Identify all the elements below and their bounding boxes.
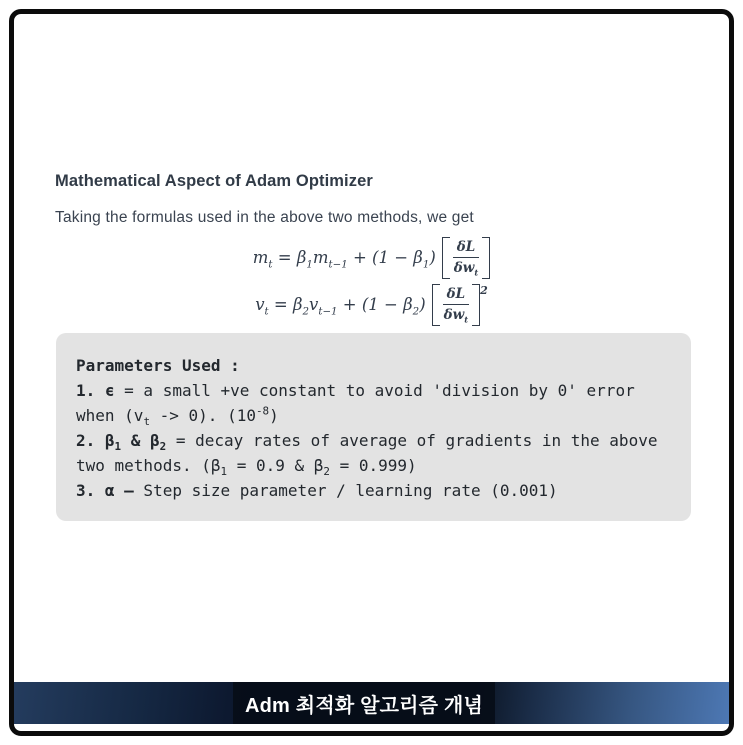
- parameter-line-epsilon-cont: when $(v_t -> 0)$. $(10^{-8})$: [76, 404, 279, 429]
- formula-vt: [255, 281, 488, 328]
- caption-title: Adm 최적화 알고리즘 개념: [245, 694, 483, 717]
- formula-mt: [253, 234, 491, 281]
- fraction-numerator: δL: [443, 286, 470, 305]
- fraction-denominator: $\delta w_t$: [443, 307, 469, 325]
- formula-vt-expression: $v_t = \beta_2v_{t-1} + (1 - \beta_2)$: [255, 295, 426, 318]
- formula-block: [0, 234, 743, 328]
- article-heading: Mathematical Aspect of Adam Optimizer: [55, 172, 373, 190]
- parameter-line-beta: 2. $\beta_1$ & $\beta_2$ = decay rates of average of gradients in the above: [76, 431, 658, 454]
- parameter-line-alpha: 3. α – Step size parameter / learning rate (0.001): [76, 481, 558, 500]
- bracket-right-icon: [472, 284, 480, 326]
- caption-title-box: [233, 682, 495, 724]
- bracket-right-icon: [482, 237, 490, 279]
- formula-mt-expression: $m_t = \beta_1m_{t-1} + (1 - \beta_1)$: [252, 248, 436, 271]
- fraction: [443, 286, 470, 323]
- formula-exponent: 2: [480, 284, 488, 297]
- caption-bar: [14, 682, 729, 724]
- parameter-line-epsilon: 1. ϵ = a small +ve constant to avoid 'division by 0' error: [76, 381, 635, 400]
- intro-text: Taking the formulas used in the above two methods, we get: [55, 209, 474, 226]
- bracket-left-icon: [442, 237, 450, 279]
- fraction-numerator: δL: [453, 239, 480, 258]
- bracket-left-icon: [432, 284, 440, 326]
- parameter-line-beta-cont: two methods. ($\beta_1 = 0.9$ & $\beta_2 = 0.999$): [76, 456, 417, 479]
- parameters-box: [56, 333, 691, 521]
- parameters-title: Parameters Used :: [76, 356, 240, 375]
- fraction-denominator: $\delta w_t$: [453, 260, 479, 278]
- fraction: [453, 239, 480, 276]
